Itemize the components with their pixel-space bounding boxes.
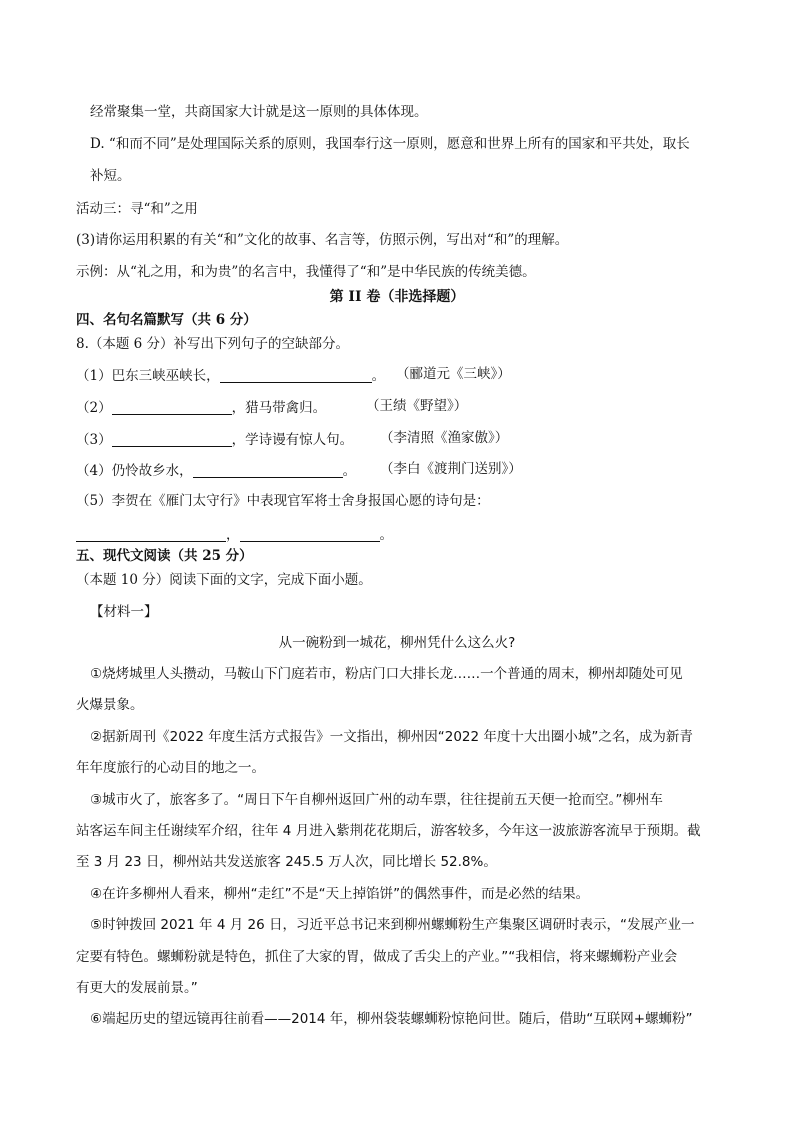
volume-title: 第 II 卷（非选择题） [329, 289, 465, 305]
item-source: （郦道元《三峡》） [396, 366, 511, 382]
item-after: ，学诗谩有惊人句。 [231, 432, 354, 448]
item5-comma: ， [226, 527, 240, 543]
item-source: （李清照《渔家傲》） [380, 430, 509, 446]
item-source: （李白《渡荆门送别》） [380, 461, 522, 477]
article-paragraph-line: 年年度旅行的心动目的地之一。 [76, 760, 265, 776]
article-paragraph-line: ⑤时钟拨回 2021 年 4 月 26 日，习近平总书记来到柳州螺蛳粉生产集聚区调研时表示，“发展产业一 [90, 917, 695, 933]
option-d-line1: D. “和而不同”是处理国际关系的原则，我国奉行这一原则，愿意和世界上所有的国家和平共处，取长 [90, 136, 690, 152]
fill-item-1 [76, 368, 385, 384]
answer-blank[interactable] [220, 368, 372, 383]
article-title: 从一碗粉到一城花，柳州凭什么这么火? [278, 635, 516, 651]
item-before: 仍怜故乡水， [111, 463, 193, 479]
item-source: （王绩《野望》） [366, 398, 468, 414]
answer-blank[interactable] [112, 432, 232, 447]
material-label: 【材料一】 [90, 604, 158, 620]
answer-blank[interactable] [76, 527, 226, 542]
answer-blank[interactable] [112, 400, 232, 415]
question-3: (3)请你运用积累的有关“和”文化的故事、名言等，仿照示例，写出对“和”的理解。 [76, 232, 569, 248]
section4-heading: 四、名句名篇默写（共 6 分） [76, 312, 257, 328]
fill-item-5: （5）李贺在《雁门太守行》中表现官军将士舍身报国心愿的诗句是： [76, 493, 490, 509]
article-paragraph-line: ④在许多柳州人看来，柳州“走红”不是“天上掉馅饼”的偶然事件，而是必然的结果。 [90, 886, 590, 902]
item-number: （3） [76, 432, 112, 448]
article-paragraph-line: 定要有特色。螺蛳粉就是特色，抓住了大家的胃，做成了舌尖上的产业。”“我相信，将来螺蛳粉产业会 [76, 949, 678, 965]
article-paragraph-line: ③城市火了，旅客多了。“周日下午自柳州返回广州的动车票，往往提前五天便一抢而空。”柳州车 [90, 792, 663, 808]
answer-blank[interactable] [240, 527, 380, 542]
fill-item-5-blanks [76, 527, 393, 543]
item-number: （4） [76, 463, 112, 479]
article-paragraph-line: 有更大的发展前景。” [76, 980, 198, 996]
section5-heading: 五、现代文阅读（共 25 分） [76, 548, 253, 564]
answer-blank[interactable] [193, 463, 343, 478]
article-paragraph-line: 至 3 月 23 日，柳州站共发送旅客 245.5 万人次，同比增长 52.8%。 [76, 854, 497, 870]
fill-item-4 [76, 463, 356, 479]
section5-intro: （本题 10 分）阅读下面的文字，完成下面小题。 [76, 572, 372, 588]
fill-item-2 [76, 400, 326, 416]
article-paragraph-line: ①烧烤城里人头攒动，马鞍山下门庭若市，粉店门口大排长龙……一个普通的周末，柳州却随处可见 [90, 666, 683, 682]
item-after: 。 [342, 463, 357, 479]
item5-end: 。 [379, 527, 393, 543]
option-c-end: 经常聚集一堂，共商国家大计就是这一原则的具体体现。 [90, 104, 428, 120]
item-after: 。 [371, 368, 386, 384]
item-after: ，猎马带禽归。 [231, 400, 327, 416]
question-8: 8.（本题 6 分）补写出下列句子的空缺部分。 [76, 336, 350, 352]
option-d-line2: 补短。 [90, 168, 131, 184]
article-paragraph-line: ⑥端起历史的望远镜再往前看——2014 年，柳州袋装螺蛳粉惊艳问世。随后，借助“互联网+螺蛳粉” [90, 1011, 693, 1027]
example-answer: 示例：从“礼之用，和为贵”的名言中，我懂得了“和”是中华民族的传统美德。 [76, 264, 536, 280]
article-paragraph-line: ②据新周刊《2022 年度生活方式报告》一文指出，柳州因“2022 年度十大出圈小城”之名，成为新青 [90, 729, 693, 745]
activity3-heading: 活动三：寻“和”之用 [76, 201, 198, 217]
item-number: （1） [76, 368, 112, 384]
article-paragraph-line: 站客运车间主任谢续军介绍，往年 4 月进入紫荆花花期后，游客较多，今年这一波旅游客流早于预期。截 [76, 823, 701, 839]
fill-item-3 [76, 432, 353, 448]
item-before: 巴东三峡巫峡长， [111, 368, 220, 384]
item-number: （2） [76, 400, 112, 416]
article-paragraph-line: 火爆景象。 [76, 697, 144, 713]
